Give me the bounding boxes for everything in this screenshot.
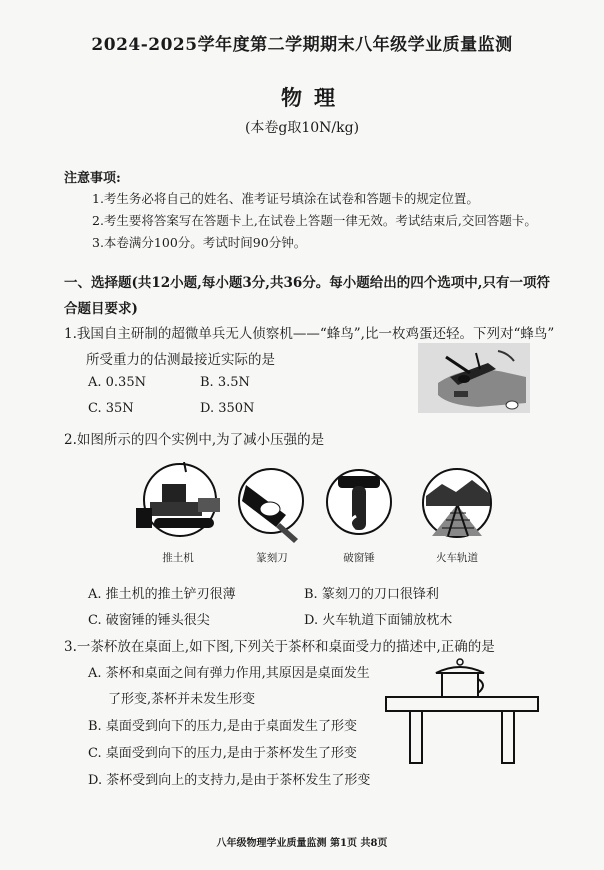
q3-option-c: C. 桌面受到向下的压力,是由于茶杯发生了形变 <box>88 746 357 761</box>
caption-carving-knife: 篆刻刀 <box>256 552 288 564</box>
q1-option-c: C. 35N <box>88 401 134 416</box>
carving-knife-icon <box>236 465 306 545</box>
caption-railway: 火车轨道 <box>436 552 478 564</box>
q2-stem: 2.如图所示的四个实例中,为了减小压强的是 <box>64 432 325 448</box>
q2-option-c: C. 破窗锤的锤头很尖 <box>88 613 210 628</box>
notice-item-3: 3.本卷满分100分。考试时间90分钟。 <box>92 235 307 250</box>
q2-option-a: A. 推土机的推土铲刃很薄 <box>88 587 236 602</box>
notice-title: 注意事项: <box>64 171 121 186</box>
q3-option-b: B. 桌面受到向下的压力,是由于桌面发生了形变 <box>88 719 357 734</box>
section-heading: 一、选择题(共12小题,每小题3分,共36分。每小题给出的四个选项中,只有一项符合题目要求) <box>64 275 550 317</box>
notice-item-2: 2.考生要将答案写在答题卡上,在试卷上答题一律无效。考试结束后,交回答题卡。 <box>92 213 537 228</box>
caption-window-hammer: 破窗锤 <box>343 552 375 564</box>
subject-title: 物理 <box>281 85 347 110</box>
bulldozer-icon <box>128 462 228 542</box>
q2-option-d: D. 火车轨道下面铺放枕木 <box>304 613 453 628</box>
q1-option-a: A. 0.35N <box>88 375 146 390</box>
q3-option-a-cont: 了形变,茶杯并未发生形变 <box>108 692 256 707</box>
page-footer: 八年级物理学业质量监测 第1页 共8页 <box>216 838 388 849</box>
notice-item-1: 1.考生务必将自己的姓名、准考证号填涂在试卷和答题卡的规定位置。 <box>92 191 479 206</box>
q1-stem-line2: 所受重力的估测最接近实际的是 <box>86 352 275 368</box>
railway-track-icon <box>412 466 502 546</box>
q1-option-b: B. 3.5N <box>200 375 250 390</box>
q3-stem: 3.一茶杯放在桌面上,如下图,下列关于茶杯和桌面受力的描述中,正确的是 <box>64 639 495 655</box>
q1-option-d: D. 350N <box>200 401 255 416</box>
cup-on-table-icon <box>384 655 540 765</box>
gravity-note: (本卷g取10N/kg) <box>244 120 360 136</box>
window-hammer-icon <box>326 466 392 546</box>
drone-in-hand-icon <box>418 343 530 413</box>
q3-option-a: A. 茶杯和桌面之间有弹力作用,其原因是桌面发生 <box>88 666 370 681</box>
q2-option-b: B. 篆刻刀的刀口很锋利 <box>304 587 439 602</box>
q3-option-d: D. 茶杯受到向上的支持力,是由于茶杯发生了形变 <box>88 773 371 788</box>
caption-bulldozer: 推土机 <box>162 552 194 564</box>
q1-stem-line1: 1.我国自主研制的超微单兵无人侦察机——“蜂鸟”,比一枚鸡蛋还轻。下列对“蜂鸟” <box>64 326 555 342</box>
exam-title: 2024-2025学年度第二学期期末八年级学业质量监测 <box>91 35 513 55</box>
